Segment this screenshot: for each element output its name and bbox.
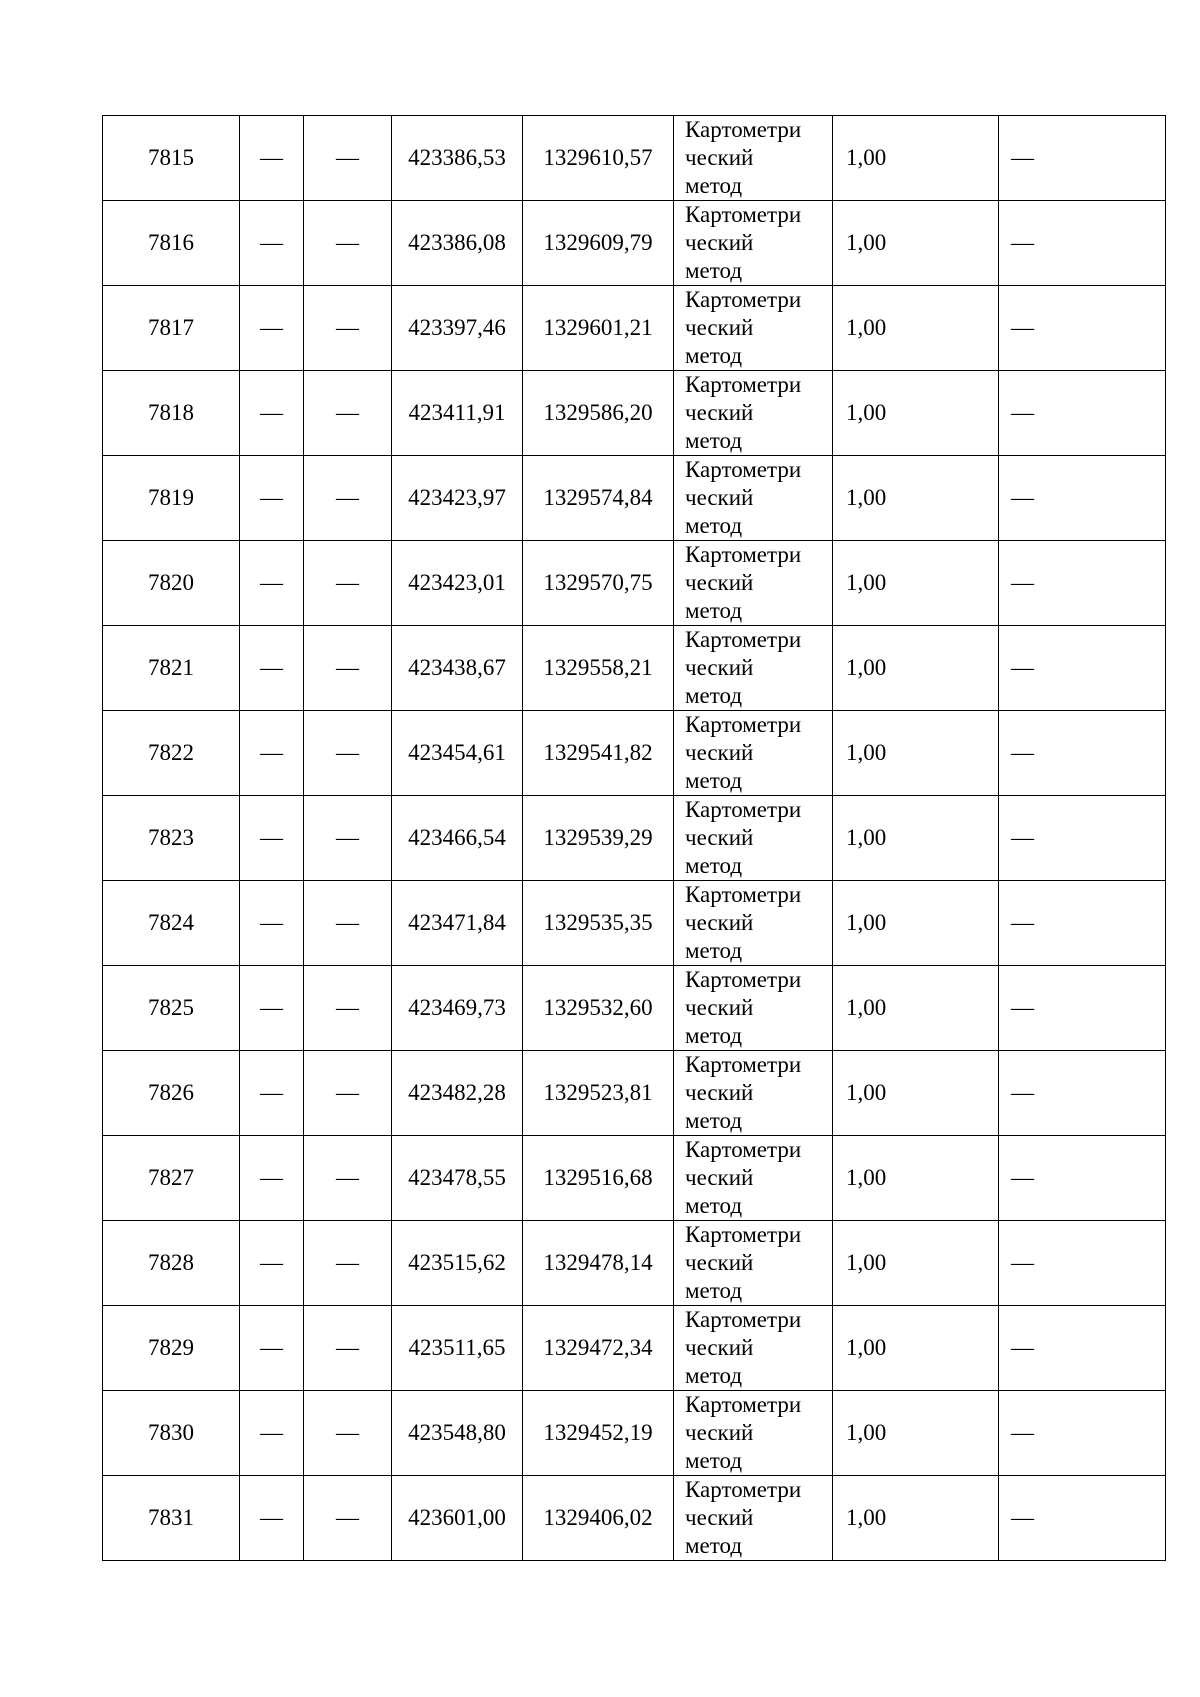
y-coordinate-cell: 1329574,84	[523, 456, 674, 541]
x-coordinate-cell: 423471,84	[392, 881, 523, 966]
accuracy-cell: 1,00	[833, 1391, 999, 1476]
empty-dash-cell: —	[304, 1306, 392, 1391]
table-row	[103, 966, 1166, 1051]
empty-dash-cell: —	[999, 201, 1166, 286]
table-row	[103, 1391, 1166, 1476]
x-coordinate-cell: 423511,65	[392, 1306, 523, 1391]
table-row	[103, 1306, 1166, 1391]
empty-dash-cell: —	[240, 541, 304, 626]
table-row	[103, 1221, 1166, 1306]
point-number-cell: 7825	[103, 966, 240, 1051]
y-coordinate-cell: 1329539,29	[523, 796, 674, 881]
empty-dash-cell: —	[999, 711, 1166, 796]
point-number-cell: 7821	[103, 626, 240, 711]
y-coordinate-cell: 1329610,57	[523, 116, 674, 201]
table-row	[103, 1136, 1166, 1221]
empty-dash-cell: —	[304, 541, 392, 626]
y-coordinate-cell: 1329478,14	[523, 1221, 674, 1306]
x-coordinate-cell: 423386,53	[392, 116, 523, 201]
empty-dash-cell: —	[240, 796, 304, 881]
x-coordinate-cell: 423411,91	[392, 371, 523, 456]
x-coordinate-cell: 423601,00	[392, 1476, 523, 1561]
table-row	[103, 1476, 1166, 1561]
accuracy-cell: 1,00	[833, 456, 999, 541]
table-row	[103, 371, 1166, 456]
point-number-cell: 7829	[103, 1306, 240, 1391]
empty-dash-cell: —	[240, 286, 304, 371]
empty-dash-cell: —	[999, 371, 1166, 456]
y-coordinate-cell: 1329523,81	[523, 1051, 674, 1136]
empty-dash-cell: —	[240, 1476, 304, 1561]
empty-dash-cell: —	[240, 116, 304, 201]
accuracy-cell: 1,00	[833, 1476, 999, 1561]
table-row	[103, 456, 1166, 541]
table-row	[103, 286, 1166, 371]
x-coordinate-cell: 423423,97	[392, 456, 523, 541]
accuracy-cell: 1,00	[833, 201, 999, 286]
point-number-cell: 7824	[103, 881, 240, 966]
point-number-cell: 7820	[103, 541, 240, 626]
x-coordinate-cell: 423397,46	[392, 286, 523, 371]
method-cell: Картометри ческий метод	[674, 286, 833, 371]
empty-dash-cell: —	[304, 456, 392, 541]
x-coordinate-cell: 423438,67	[392, 626, 523, 711]
accuracy-cell: 1,00	[833, 796, 999, 881]
accuracy-cell: 1,00	[833, 1221, 999, 1306]
accuracy-cell: 1,00	[833, 711, 999, 796]
x-coordinate-cell: 423386,08	[392, 201, 523, 286]
empty-dash-cell: —	[304, 371, 392, 456]
empty-dash-cell: —	[304, 1051, 392, 1136]
y-coordinate-cell: 1329535,35	[523, 881, 674, 966]
x-coordinate-cell: 423466,54	[392, 796, 523, 881]
point-number-cell: 7831	[103, 1476, 240, 1561]
empty-dash-cell: —	[304, 966, 392, 1051]
point-number-cell: 7816	[103, 201, 240, 286]
method-cell: Картометри ческий метод	[674, 371, 833, 456]
empty-dash-cell: —	[240, 1221, 304, 1306]
empty-dash-cell: —	[240, 371, 304, 456]
empty-dash-cell: —	[304, 796, 392, 881]
empty-dash-cell: —	[999, 1391, 1166, 1476]
table-body	[103, 116, 1166, 1561]
x-coordinate-cell: 423454,61	[392, 711, 523, 796]
point-number-cell: 7826	[103, 1051, 240, 1136]
method-cell: Картометри ческий метод	[674, 711, 833, 796]
y-coordinate-cell: 1329406,02	[523, 1476, 674, 1561]
empty-dash-cell: —	[240, 456, 304, 541]
empty-dash-cell: —	[999, 966, 1166, 1051]
point-number-cell: 7828	[103, 1221, 240, 1306]
x-coordinate-cell: 423469,73	[392, 966, 523, 1051]
y-coordinate-cell: 1329609,79	[523, 201, 674, 286]
table-row	[103, 881, 1166, 966]
table-row	[103, 626, 1166, 711]
point-number-cell: 7822	[103, 711, 240, 796]
accuracy-cell: 1,00	[833, 966, 999, 1051]
x-coordinate-cell: 423478,55	[392, 1136, 523, 1221]
table-row	[103, 116, 1166, 201]
point-number-cell: 7823	[103, 796, 240, 881]
method-cell: Картометри ческий метод	[674, 456, 833, 541]
x-coordinate-cell: 423548,80	[392, 1391, 523, 1476]
table-row	[103, 796, 1166, 881]
accuracy-cell: 1,00	[833, 286, 999, 371]
y-coordinate-cell: 1329452,19	[523, 1391, 674, 1476]
coordinates-table	[102, 115, 1166, 1561]
method-cell: Картометри ческий метод	[674, 1391, 833, 1476]
method-cell: Картометри ческий метод	[674, 1221, 833, 1306]
point-number-cell: 7819	[103, 456, 240, 541]
method-cell: Картометри ческий метод	[674, 116, 833, 201]
empty-dash-cell: —	[240, 201, 304, 286]
y-coordinate-cell: 1329558,21	[523, 626, 674, 711]
empty-dash-cell: —	[999, 1221, 1166, 1306]
empty-dash-cell: —	[240, 1306, 304, 1391]
empty-dash-cell: —	[999, 116, 1166, 201]
empty-dash-cell: —	[999, 796, 1166, 881]
method-cell: Картометри ческий метод	[674, 1306, 833, 1391]
empty-dash-cell: —	[240, 711, 304, 796]
accuracy-cell: 1,00	[833, 371, 999, 456]
point-number-cell: 7817	[103, 286, 240, 371]
point-number-cell: 7815	[103, 116, 240, 201]
empty-dash-cell: —	[304, 881, 392, 966]
empty-dash-cell: —	[999, 456, 1166, 541]
method-cell: Картометри ческий метод	[674, 1476, 833, 1561]
x-coordinate-cell: 423423,01	[392, 541, 523, 626]
empty-dash-cell: —	[999, 881, 1166, 966]
method-cell: Картометри ческий метод	[674, 1136, 833, 1221]
empty-dash-cell: —	[999, 541, 1166, 626]
accuracy-cell: 1,00	[833, 1051, 999, 1136]
y-coordinate-cell: 1329601,21	[523, 286, 674, 371]
accuracy-cell: 1,00	[833, 116, 999, 201]
empty-dash-cell: —	[304, 1391, 392, 1476]
empty-dash-cell: —	[240, 1391, 304, 1476]
empty-dash-cell: —	[304, 1476, 392, 1561]
x-coordinate-cell: 423482,28	[392, 1051, 523, 1136]
method-cell: Картометри ческий метод	[674, 1051, 833, 1136]
table-row	[103, 711, 1166, 796]
empty-dash-cell: —	[240, 1136, 304, 1221]
table-row	[103, 541, 1166, 626]
method-cell: Картометри ческий метод	[674, 626, 833, 711]
y-coordinate-cell: 1329541,82	[523, 711, 674, 796]
point-number-cell: 7818	[103, 371, 240, 456]
empty-dash-cell: —	[304, 116, 392, 201]
empty-dash-cell: —	[999, 1476, 1166, 1561]
point-number-cell: 7830	[103, 1391, 240, 1476]
empty-dash-cell: —	[304, 201, 392, 286]
accuracy-cell: 1,00	[833, 1306, 999, 1391]
y-coordinate-cell: 1329472,34	[523, 1306, 674, 1391]
method-cell: Картометри ческий метод	[674, 541, 833, 626]
table-row	[103, 201, 1166, 286]
accuracy-cell: 1,00	[833, 881, 999, 966]
empty-dash-cell: —	[304, 286, 392, 371]
y-coordinate-cell: 1329532,60	[523, 966, 674, 1051]
empty-dash-cell: —	[240, 626, 304, 711]
y-coordinate-cell: 1329586,20	[523, 371, 674, 456]
empty-dash-cell: —	[999, 1306, 1166, 1391]
empty-dash-cell: —	[999, 626, 1166, 711]
empty-dash-cell: —	[304, 711, 392, 796]
x-coordinate-cell: 423515,62	[392, 1221, 523, 1306]
empty-dash-cell: —	[240, 1051, 304, 1136]
empty-dash-cell: —	[999, 286, 1166, 371]
method-cell: Картометри ческий метод	[674, 966, 833, 1051]
empty-dash-cell: —	[304, 1136, 392, 1221]
accuracy-cell: 1,00	[833, 541, 999, 626]
point-number-cell: 7827	[103, 1136, 240, 1221]
accuracy-cell: 1,00	[833, 1136, 999, 1221]
method-cell: Картометри ческий метод	[674, 796, 833, 881]
y-coordinate-cell: 1329516,68	[523, 1136, 674, 1221]
method-cell: Картометри ческий метод	[674, 881, 833, 966]
empty-dash-cell: —	[240, 966, 304, 1051]
y-coordinate-cell: 1329570,75	[523, 541, 674, 626]
table-row	[103, 1051, 1166, 1136]
empty-dash-cell: —	[240, 881, 304, 966]
accuracy-cell: 1,00	[833, 626, 999, 711]
empty-dash-cell: —	[304, 626, 392, 711]
method-cell: Картометри ческий метод	[674, 201, 833, 286]
empty-dash-cell: —	[999, 1136, 1166, 1221]
empty-dash-cell: —	[304, 1221, 392, 1306]
empty-dash-cell: —	[999, 1051, 1166, 1136]
